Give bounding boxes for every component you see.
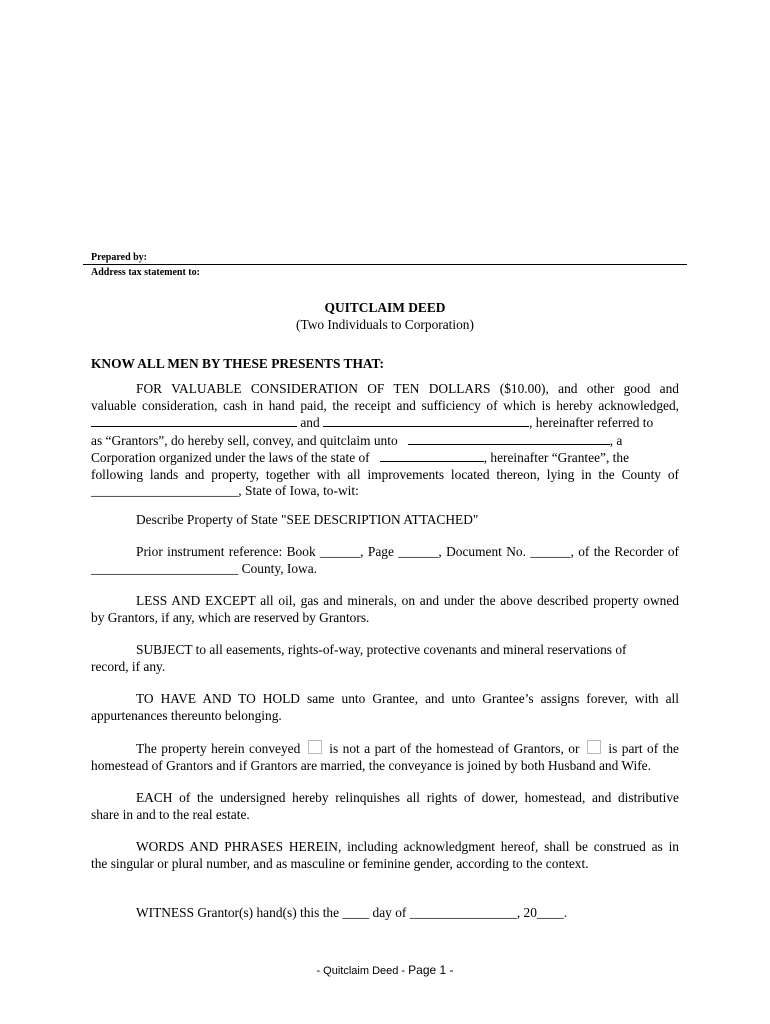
grantor-1-name-blank[interactable] bbox=[91, 414, 297, 427]
consideration-line-7: ______________________, State of Iowa, to-wit: bbox=[91, 483, 359, 498]
grantors-text: as “Grantors”, do hereby sell, convey, and quitclaim unto bbox=[91, 432, 398, 448]
homestead-line-1 bbox=[91, 740, 679, 758]
relinquish-paragraph bbox=[91, 790, 679, 823]
prior-line-1: Prior instrument reference: Book ______, Page ______, Document No. ______, of the Recorder of bbox=[136, 544, 679, 559]
state-blank[interactable] bbox=[380, 449, 484, 462]
corporation-a-text: , a bbox=[609, 432, 623, 448]
consideration-line-1: FOR VALUABLE CONSIDERATION OF TEN DOLLARS ($10.00), and other good and bbox=[136, 381, 679, 396]
consideration-paragraph bbox=[91, 381, 679, 500]
hereinafter-text: , hereinafter referred to bbox=[529, 415, 654, 430]
grantor-2-name-blank[interactable] bbox=[323, 414, 529, 427]
less-except-line-1: LESS AND EXCEPT all oil, gas and minerals, on and under the above described property owned bbox=[136, 593, 679, 608]
subject-line-2: record, if any. bbox=[91, 658, 166, 674]
is-homestead-checkbox[interactable] bbox=[587, 740, 601, 754]
grantee-name-blank[interactable] bbox=[408, 432, 610, 445]
subject-line-1: SUBJECT to all easements, rights-of-way, protective covenants and mineral reservations of bbox=[136, 642, 627, 657]
habendum-line-1: TO HAVE AND TO HOLD same unto Grantee, and unto Grantee’s assigns forever, with all bbox=[136, 691, 679, 706]
describe-property: Describe Property of State "SEE DESCRIPTION ATTACHED" bbox=[136, 512, 479, 527]
preamble: KNOW ALL MEN BY THESE PRESENTS THAT: bbox=[91, 356, 384, 371]
address-tax-label: Address tax statement to: bbox=[91, 267, 200, 278]
deed-title-block bbox=[91, 299, 679, 333]
consideration-line-4 bbox=[91, 432, 679, 450]
relinquish-line-2: share in and to the real estate. bbox=[91, 806, 250, 822]
consideration-line-6: following lands and property, together with all improvements located thereon, lying in the County of bbox=[91, 466, 679, 482]
consideration-line-2: valuable consideration, cash in hand paid, the receipt and sufficiency of which is hereby acknowledged, bbox=[91, 397, 679, 413]
homestead-text-1: The property herein conveyed bbox=[136, 741, 301, 756]
footer-page-number: Page 1 - bbox=[408, 963, 454, 977]
less-except-paragraph bbox=[91, 593, 679, 626]
not-homestead-checkbox[interactable] bbox=[308, 740, 322, 754]
and-word: and bbox=[300, 415, 320, 430]
consideration-line-3 bbox=[91, 414, 679, 432]
page-footer bbox=[0, 963, 770, 977]
homestead-paragraph bbox=[91, 740, 679, 774]
witness-line: WITNESS Grantor(s) hand(s) this the ____ day of ________________, 20____. bbox=[136, 905, 568, 920]
grantee-text: , hereinafter “Grantee”, the bbox=[483, 450, 630, 465]
header-divider bbox=[83, 264, 687, 265]
words-paragraph bbox=[91, 839, 679, 872]
relinquish-line-1: EACH of the undersigned hereby relinquishes all rights of dower, homestead, and distributive bbox=[136, 790, 679, 805]
footer-doc-name: - Quitclaim Deed - bbox=[316, 965, 406, 977]
homestead-text-2: is not a part of the homestead of Grantors, or bbox=[329, 741, 580, 756]
prior-instrument-paragraph bbox=[91, 544, 679, 577]
subject-paragraph bbox=[91, 642, 679, 675]
state-of-text: Corporation organized under the laws of the state of bbox=[91, 450, 370, 465]
words-line-2: the singular or plural number, and as masculine or feminine gender, according to the context. bbox=[91, 855, 589, 871]
deed-subtitle: (Two Individuals to Corporation) bbox=[296, 317, 474, 332]
words-line-1: WORDS AND PHRASES HEREIN, including acknowledgment hereof, shall be construed as in bbox=[136, 839, 679, 854]
prior-line-2: ______________________ County, Iowa. bbox=[91, 560, 318, 576]
consideration-line-5 bbox=[91, 449, 679, 467]
homestead-text-3: is part of the bbox=[608, 741, 679, 756]
prepared-by-label: Prepared by: bbox=[91, 252, 148, 263]
homestead-line-2: homestead of Grantors and if Grantors are married, the conveyance is joined by both Husband and Wife. bbox=[91, 757, 651, 773]
habendum-paragraph bbox=[91, 691, 679, 724]
less-except-line-2: by Grantors, if any, which are reserved by Grantors. bbox=[91, 609, 370, 625]
habendum-line-2: appurtenances thereunto belonging. bbox=[91, 707, 282, 723]
deed-title: QUITCLAIM DEED bbox=[324, 300, 446, 315]
